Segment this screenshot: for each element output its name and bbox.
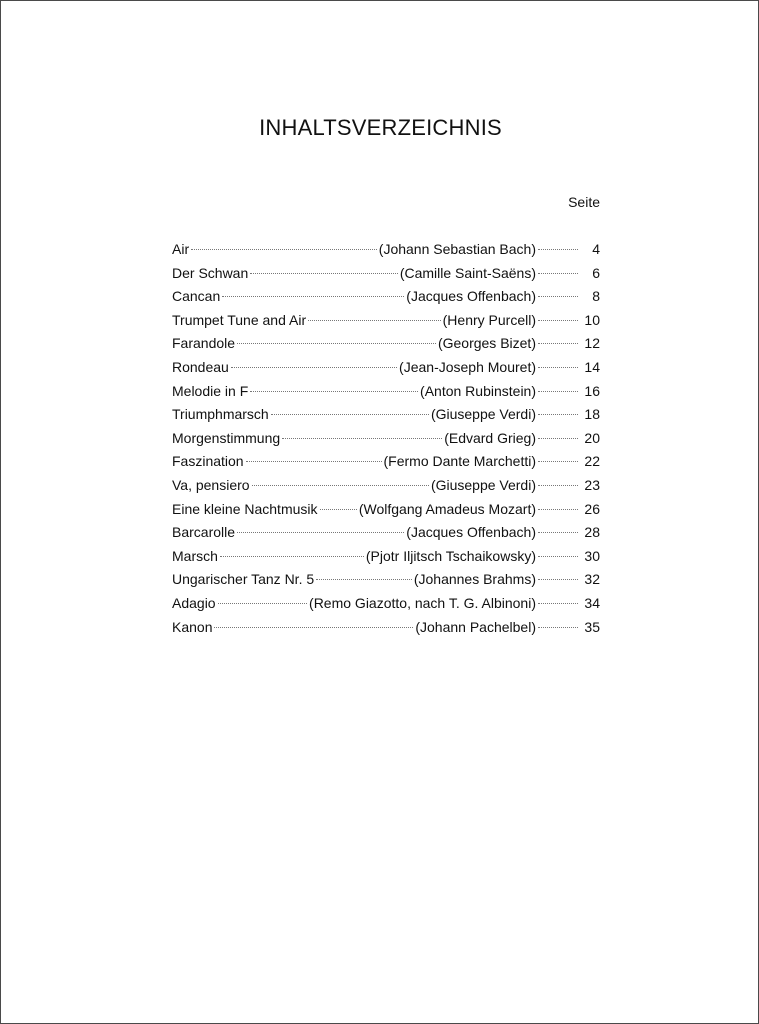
toc-entry	[172, 521, 600, 545]
entry-page-number: 18	[584, 406, 600, 423]
entry-title: Marsch	[172, 547, 218, 564]
entry-composer: (Wolfgang Amadeus Mozart)	[358, 500, 536, 517]
dot-leader	[320, 509, 357, 510]
entry-composer: (Georges Bizet)	[437, 335, 536, 352]
dot-leader	[214, 627, 413, 628]
entry-page-number: 10	[584, 311, 600, 328]
dot-leader	[250, 273, 398, 274]
entry-composer: (Johannes Brahms)	[413, 571, 536, 588]
dot-leader	[538, 391, 578, 392]
toc-entry	[172, 427, 600, 451]
toc-entry	[172, 592, 600, 616]
dot-leader	[538, 367, 578, 368]
dot-leader	[246, 461, 382, 462]
toc-entry	[172, 262, 600, 286]
toc-entry	[172, 545, 600, 569]
entry-page-number: 22	[584, 453, 600, 470]
dot-leader	[316, 579, 412, 580]
entry-composer: (Anton Rubinstein)	[420, 382, 536, 399]
dot-leader	[538, 343, 578, 344]
table-of-contents	[172, 238, 600, 639]
dot-leader	[282, 438, 442, 439]
dot-leader	[538, 485, 578, 486]
entry-page-number: 35	[584, 618, 600, 635]
dot-leader	[538, 556, 578, 557]
dot-leader	[538, 603, 578, 604]
entry-composer: (Giuseppe Verdi)	[430, 406, 536, 423]
dot-leader	[271, 414, 429, 415]
entry-title: Ungarischer Tanz Nr. 5	[172, 571, 315, 588]
dot-leader	[220, 556, 364, 557]
entry-page-number: 32	[584, 571, 600, 588]
page-column-label: Seite	[568, 194, 600, 210]
entry-page-number: 28	[584, 524, 600, 541]
toc-entry	[172, 309, 600, 333]
entry-page-number: 30	[584, 547, 600, 564]
entry-composer: (Johann Sebastian Bach)	[378, 241, 536, 257]
entry-composer: (Pjotr Iljitsch Tschaikowsky)	[365, 547, 536, 564]
toc-entry	[172, 616, 600, 640]
entry-title: Va, pensiero	[172, 476, 250, 493]
dot-leader	[222, 296, 404, 297]
dot-leader	[538, 579, 578, 580]
entry-title: Adagio	[172, 594, 216, 611]
entry-composer: (Henry Purcell)	[442, 311, 536, 328]
entry-page-number: 14	[584, 358, 600, 375]
entry-title: Eine kleine Nachtmusik	[172, 500, 318, 517]
entry-title: Der Schwan	[172, 264, 249, 281]
entry-title: Cancan	[172, 288, 221, 305]
dot-leader	[191, 249, 377, 250]
toc-entry	[172, 403, 600, 427]
entry-composer: (Johann Pachelbel)	[415, 618, 536, 635]
toc-entry	[172, 450, 600, 474]
entry-page-number: 34	[584, 594, 600, 611]
entry-composer: (Jacques Offenbach)	[406, 524, 536, 541]
entry-title: Triumphmarsch	[172, 406, 269, 423]
toc-entry	[172, 285, 600, 309]
page-title: INHALTSVERZEICHNIS	[259, 115, 502, 140]
dot-leader	[538, 509, 578, 510]
entry-page-number: 8	[592, 288, 600, 305]
dot-leader	[538, 273, 578, 274]
entry-title: Kanon	[172, 618, 213, 635]
entry-title: Rondeau	[172, 358, 229, 375]
dot-leader	[237, 343, 436, 344]
entry-title: Farandole	[172, 335, 236, 352]
dot-leader	[538, 438, 578, 439]
toc-entry	[172, 238, 600, 262]
entry-page-number: 23	[584, 476, 600, 493]
toc-entry	[172, 356, 600, 380]
dot-leader	[231, 367, 397, 368]
entry-title: Morgenstimmung	[172, 429, 281, 446]
dot-leader	[538, 627, 578, 628]
entry-composer: (Jean-Joseph Mouret)	[399, 358, 536, 375]
toc-entry	[172, 568, 600, 592]
entry-title: Melodie in F	[172, 382, 249, 399]
dot-leader	[538, 249, 578, 250]
dot-leader	[538, 414, 578, 415]
entry-composer: (Fermo Dante Marchetti)	[383, 453, 536, 470]
entry-page-number: 26	[584, 500, 600, 517]
entry-page-number: 20	[584, 429, 600, 446]
dot-leader	[538, 320, 578, 321]
entry-title: Trumpet Tune and Air	[172, 311, 307, 328]
dot-leader	[308, 320, 441, 321]
dot-leader	[252, 485, 429, 486]
entry-page-number: 12	[584, 335, 600, 352]
dot-leader	[218, 603, 307, 604]
dot-leader	[538, 296, 578, 297]
toc-entry	[172, 380, 600, 404]
entry-composer: (Camille Saint-Saëns)	[399, 264, 536, 281]
toc-entry	[172, 498, 600, 522]
entry-page-number: 16	[584, 382, 600, 399]
entry-composer: (Edvard Grieg)	[444, 429, 536, 446]
entry-composer: (Remo Giazotto, nach T. G. Albinoni)	[309, 594, 536, 611]
dot-leader	[538, 461, 578, 462]
entry-page-number: 4	[592, 241, 600, 257]
toc-entry	[172, 332, 600, 356]
entry-composer: (Jacques Offenbach)	[406, 288, 536, 305]
entry-title: Air	[172, 241, 190, 257]
entry-composer: (Giuseppe Verdi)	[430, 476, 536, 493]
dot-leader	[250, 391, 418, 392]
entry-page-number: 6	[592, 264, 600, 281]
dot-leader	[538, 532, 578, 533]
entry-title: Faszination	[172, 453, 244, 470]
dot-leader	[237, 532, 404, 533]
entry-title: Barcarolle	[172, 524, 236, 541]
toc-entry	[172, 474, 600, 498]
